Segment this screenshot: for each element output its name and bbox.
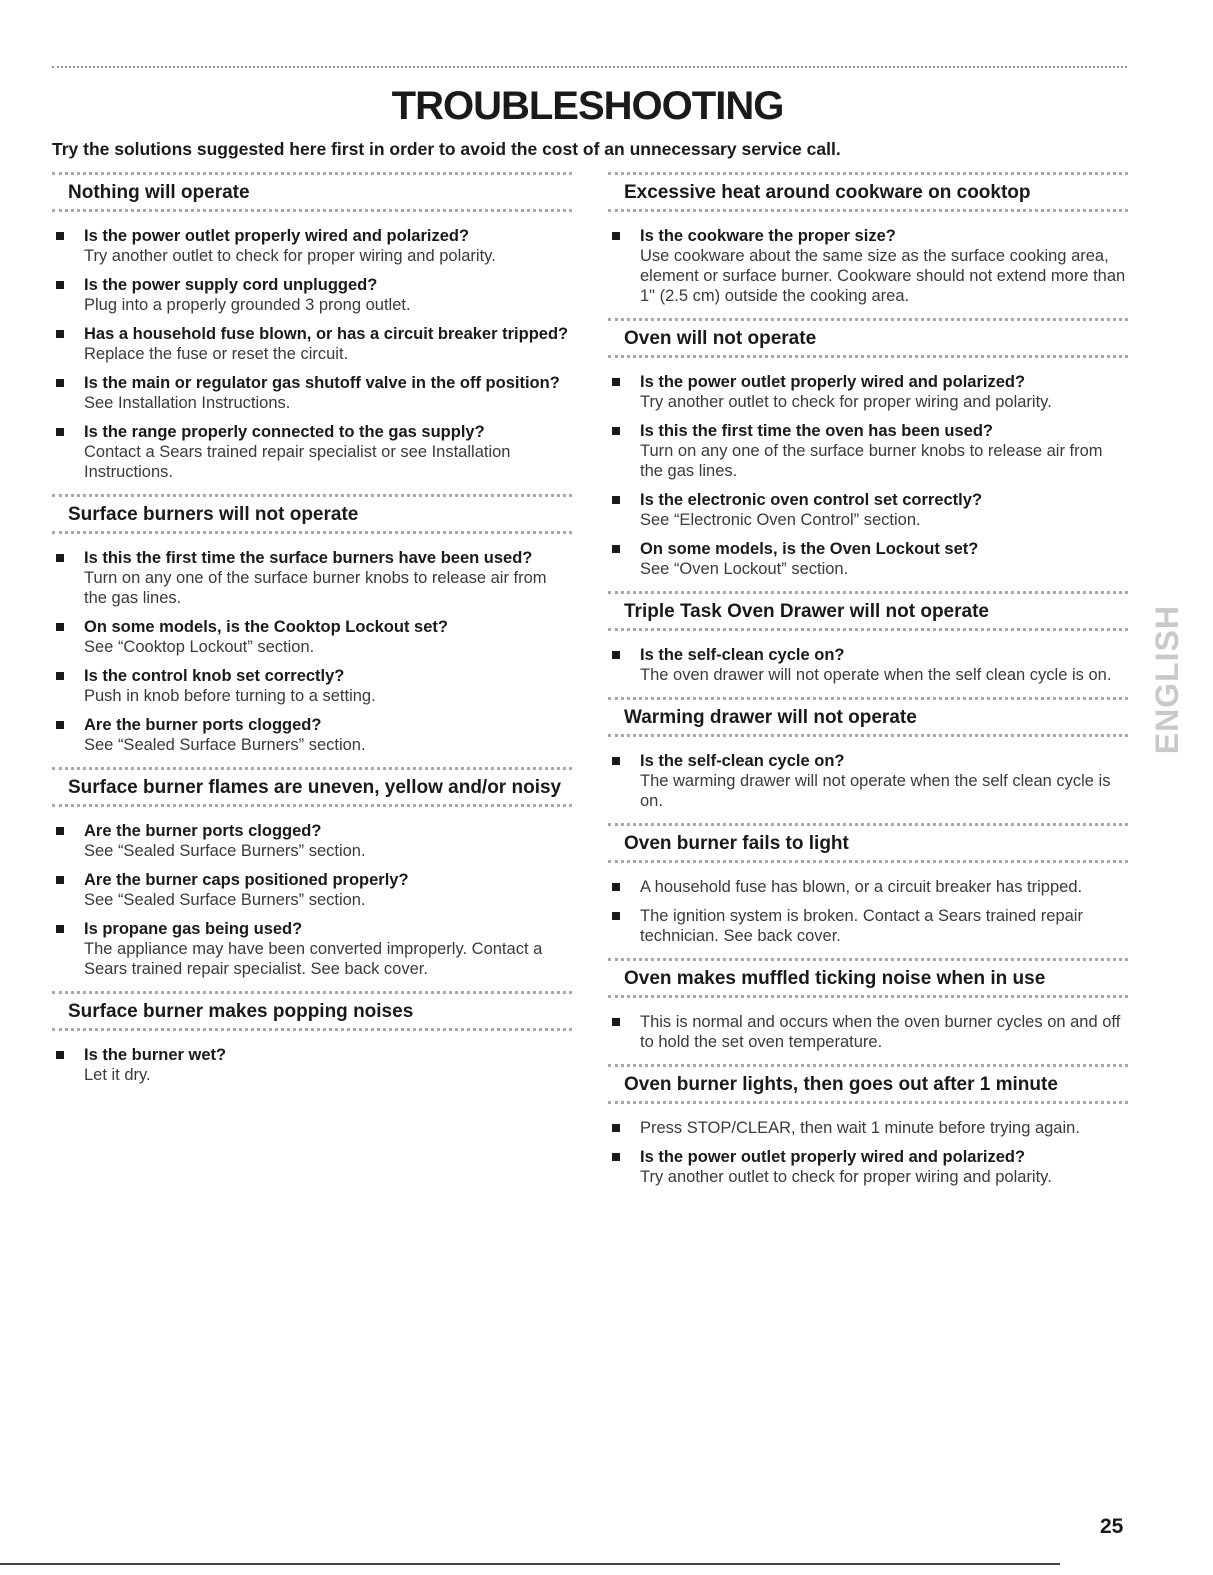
troubleshooting-section [608, 591, 1128, 685]
square-bullet-icon [56, 281, 64, 289]
list-item [608, 1147, 1128, 1187]
list-item [52, 226, 572, 266]
list-item [52, 1045, 572, 1085]
square-bullet-icon [56, 232, 64, 240]
square-bullet-icon [612, 912, 620, 920]
list-item [608, 539, 1128, 579]
list-item [52, 919, 572, 979]
item-question: Is the power outlet properly wired and polarized? [640, 1148, 1026, 1166]
item-answer: This is normal and occurs when the oven burner cycles on and off to hold the set oven temperature. [640, 1013, 1121, 1051]
list-item [608, 372, 1128, 412]
troubleshooting-section [608, 1064, 1128, 1187]
section-title: Oven burner lights, then goes out after 1 minute [624, 1074, 1058, 1095]
list-item [608, 645, 1128, 685]
section-items [608, 737, 1128, 811]
item-answer: Try another outlet to check for proper wiring and polarity. [84, 247, 496, 265]
section-title: Surface burners will not operate [68, 504, 359, 525]
section-title: Oven burner fails to light [624, 833, 849, 854]
section-title: Surface burner makes popping noises [68, 1001, 414, 1022]
list-item [52, 715, 572, 755]
list-item [608, 1118, 1128, 1138]
item-answer: See “Electronic Oven Control” section. [640, 511, 921, 529]
list-item [608, 226, 1128, 306]
item-answer: See Installation Instructions. [84, 394, 291, 412]
section-items [52, 534, 572, 755]
list-item [52, 373, 572, 413]
troubleshooting-section [608, 318, 1128, 579]
square-bullet-icon [56, 876, 64, 884]
item-question: Has a household fuse blown, or has a circuit breaker tripped? [84, 325, 569, 343]
item-answer: Use cookware about the same size as the surface cooking area, element or surface burner. Cookware should not extend more than 1" (2.5 cm) outside the cooking area. [640, 247, 1126, 305]
intro-text: Try the solutions suggested here first in order to avoid the cost of an unnecessary service call. [52, 139, 841, 159]
list-item [52, 617, 572, 657]
item-question: Is the range properly connected to the gas supply? [84, 423, 485, 441]
item-question: Is the main or regulator gas shutoff valve in the off position? [84, 374, 560, 392]
item-answer: Contact a Sears trained repair specialist or see Installation Instructions. [84, 443, 511, 481]
list-item [52, 548, 572, 608]
item-answer: The warming drawer will not operate when the self clean cycle is on. [640, 772, 1111, 810]
square-bullet-icon [612, 651, 620, 659]
square-bullet-icon [612, 496, 620, 504]
item-question: Is the cookware the proper size? [640, 227, 896, 245]
troubleshooting-section [52, 767, 572, 979]
item-answer: Replace the fuse or reset the circuit. [84, 345, 349, 363]
square-bullet-icon [612, 1153, 620, 1161]
troubleshooting-section [52, 172, 572, 482]
square-bullet-icon [612, 427, 620, 435]
item-answer: See “Sealed Surface Burners” section. [84, 891, 366, 909]
item-answer: Try another outlet to check for proper wiring and polarity. [640, 393, 1052, 411]
item-question: Are the burner ports clogged? [84, 716, 322, 734]
section-title: Oven makes muffled ticking noise when in use [624, 968, 1046, 989]
item-answer: Let it dry. [84, 1066, 151, 1084]
square-bullet-icon [56, 1051, 64, 1059]
list-item [608, 1012, 1128, 1052]
language-side-tab [1148, 565, 1185, 795]
item-question: Are the burner caps positioned properly? [84, 871, 409, 889]
list-item [608, 906, 1128, 946]
square-bullet-icon [612, 757, 620, 765]
square-bullet-icon [56, 925, 64, 933]
item-answer: The oven drawer will not operate when the self clean cycle is on. [640, 666, 1112, 684]
section-items [52, 212, 572, 482]
item-question: Is propane gas being used? [84, 920, 303, 938]
item-answer: Press STOP/CLEAR, then wait 1 minute before trying again. [640, 1119, 1080, 1137]
item-answer: Turn on any one of the surface burner knobs to release air from the gas lines. [640, 442, 1103, 480]
section-items [52, 1031, 572, 1085]
right-column [608, 172, 1128, 1199]
item-question: Is the burner wet? [84, 1046, 227, 1064]
item-answer: See “Oven Lockout” section. [640, 560, 849, 578]
square-bullet-icon [56, 623, 64, 631]
left-column [52, 172, 572, 1097]
item-question: Is this the first time the oven has been used? [640, 422, 993, 440]
section-title: Excessive heat around cookware on cooktop [624, 182, 1031, 203]
section-items [608, 998, 1128, 1052]
troubleshooting-section [52, 494, 572, 755]
section-items [608, 212, 1128, 306]
square-bullet-icon [56, 428, 64, 436]
square-bullet-icon [56, 554, 64, 562]
bottom-divider [0, 1563, 1060, 1565]
item-question: On some models, is the Oven Lockout set? [640, 540, 979, 558]
item-answer: See “Sealed Surface Burners” section. [84, 842, 366, 860]
troubleshooting-section [608, 172, 1128, 306]
item-question: Is the self-clean cycle on? [640, 646, 845, 664]
list-item [608, 877, 1128, 897]
item-question: Is the power outlet properly wired and polarized? [84, 227, 470, 245]
troubleshooting-section [608, 958, 1128, 1052]
section-items [608, 863, 1128, 946]
item-question: Is the control knob set correctly? [84, 667, 345, 685]
troubleshooting-section [52, 991, 572, 1085]
item-answer: Plug into a properly grounded 3 prong outlet. [84, 296, 411, 314]
section-title: Surface burner flames are uneven, yellow and/or noisy [68, 777, 562, 798]
square-bullet-icon [612, 883, 620, 891]
item-answer: The ignition system is broken. Contact a Sears trained repair technician. See back cover. [640, 907, 1083, 945]
list-item [52, 275, 572, 315]
square-bullet-icon [612, 378, 620, 386]
item-answer: Try another outlet to check for proper wiring and polarity. [640, 1168, 1052, 1186]
square-bullet-icon [56, 672, 64, 680]
square-bullet-icon [56, 827, 64, 835]
section-items [52, 807, 572, 979]
troubleshooting-section [608, 823, 1128, 946]
section-items [608, 358, 1128, 579]
list-item [52, 324, 572, 364]
section-title: Nothing will operate [68, 182, 250, 203]
list-item [608, 751, 1128, 811]
top-divider [52, 66, 1127, 72]
item-question: Is the self-clean cycle on? [640, 752, 845, 770]
square-bullet-icon [612, 1124, 620, 1132]
list-item [52, 422, 572, 482]
page-number: 25 [1100, 1515, 1124, 1538]
square-bullet-icon [56, 330, 64, 338]
square-bullet-icon [56, 721, 64, 729]
section-items [608, 631, 1128, 685]
page-title: TROUBLESHOOTING [391, 84, 784, 128]
item-answer: See “Cooktop Lockout” section. [84, 638, 315, 656]
item-question: Is the power supply cord unplugged? [84, 276, 378, 294]
square-bullet-icon [612, 545, 620, 553]
item-answer: See “Sealed Surface Burners” section. [84, 736, 366, 754]
item-question: On some models, is the Cooktop Lockout set? [84, 618, 448, 636]
item-question: Are the burner ports clogged? [84, 822, 322, 840]
item-answer: Turn on any one of the surface burner knobs to release air from the gas lines. [84, 569, 547, 607]
item-answer: Push in knob before turning to a setting. [84, 687, 376, 705]
square-bullet-icon [612, 1018, 620, 1026]
list-item [52, 870, 572, 910]
section-title: Warming drawer will not operate [624, 707, 917, 728]
list-item [608, 490, 1128, 530]
item-answer: A household fuse has blown, or a circuit breaker has tripped. [640, 878, 1083, 896]
square-bullet-icon [56, 379, 64, 387]
section-title: Triple Task Oven Drawer will not operate [624, 601, 989, 622]
section-title: Oven will not operate [624, 328, 817, 349]
item-question: Is the electronic oven control set correctly? [640, 491, 983, 509]
list-item [608, 421, 1128, 481]
item-answer: The appliance may have been converted improperly. Contact a Sears trained repair specialist. See back cover. [84, 940, 543, 978]
side-tab-label: ENGLISH [1148, 605, 1185, 755]
section-items [608, 1104, 1128, 1187]
troubleshooting-section [608, 697, 1128, 811]
item-question: Is this the first time the surface burners have been used? [84, 549, 533, 567]
item-question: Is the power outlet properly wired and polarized? [640, 373, 1026, 391]
square-bullet-icon [612, 232, 620, 240]
list-item [52, 666, 572, 706]
list-item [52, 821, 572, 861]
